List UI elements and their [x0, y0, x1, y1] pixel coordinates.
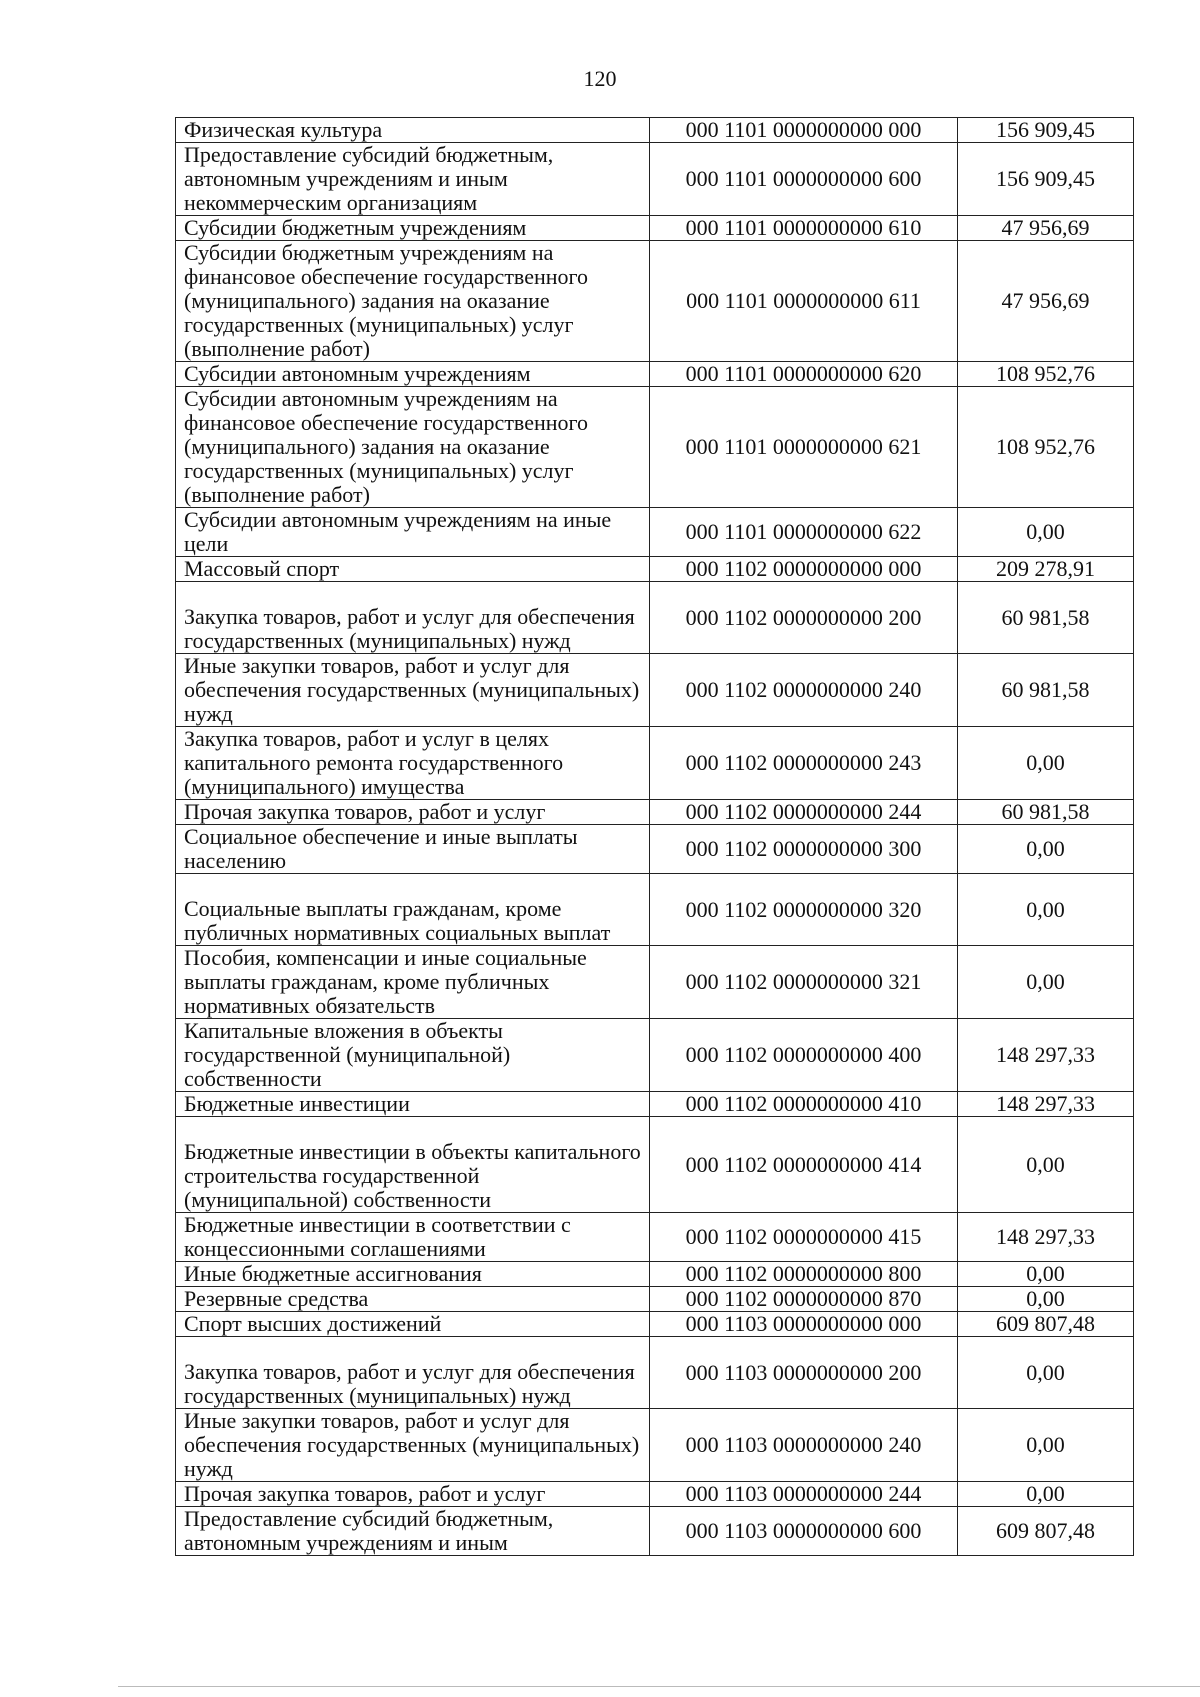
row-code-cell: 000 1101 0000000000 621: [650, 387, 958, 508]
scan-edge-line: [118, 1686, 1200, 1687]
row-name-cell: Социальные выплаты гражданам, кроме публичных нормативных социальных выплат: [176, 874, 650, 946]
row-code-cell: 000 1102 0000000000 243: [650, 727, 958, 800]
row-amount-cell: 0,00: [958, 1482, 1134, 1507]
row-amount-cell: 0,00: [958, 825, 1134, 874]
row-name-cell: Бюджетные инвестиции в соответствии с концессионными соглашениями: [176, 1213, 650, 1262]
row-code-cell: 000 1102 0000000000 800: [650, 1262, 958, 1287]
row-amount-cell: 148 297,33: [958, 1092, 1134, 1117]
row-amount-cell: 0,00: [958, 727, 1134, 800]
row-amount-cell: 209 278,91: [958, 557, 1134, 582]
row-code-cell: 000 1102 0000000000 000: [650, 557, 958, 582]
row-name-cell: Закупка товаров, работ и услуг в целях капитального ремонта государственного (муниципального) имущества: [176, 727, 650, 800]
row-name-cell: Спорт высших достижений: [176, 1312, 650, 1337]
row-code-cell: 000 1103 0000000000 244: [650, 1482, 958, 1507]
row-name-cell: Пособия, компенсации и иные социальные выплаты гражданам, кроме публичных нормативных обязательств: [176, 946, 650, 1019]
row-name-cell: Прочая закупка товаров, работ и услуг: [176, 800, 650, 825]
row-amount-cell: 148 297,33: [958, 1213, 1134, 1262]
table-row: [176, 557, 1134, 582]
row-code-cell: 000 1101 0000000000 000: [650, 118, 958, 143]
row-code-cell: 000 1101 0000000000 610: [650, 216, 958, 241]
row-name-cell: Предоставление субсидий бюджетным, автономным учреждениям и иным: [176, 1507, 650, 1556]
row-code-cell: 000 1101 0000000000 600: [650, 143, 958, 216]
row-amount-cell: 60 981,58: [958, 800, 1134, 825]
row-amount-cell: 156 909,45: [958, 143, 1134, 216]
table-row: [176, 387, 1134, 508]
table-row: [176, 946, 1134, 1019]
row-code-cell: 000 1102 0000000000 415: [650, 1213, 958, 1262]
row-amount-cell: 0,00: [958, 508, 1134, 557]
row-amount-cell: 60 981,58: [958, 654, 1134, 727]
row-code-cell: 000 1102 0000000000 244: [650, 800, 958, 825]
table-row: [176, 1482, 1134, 1507]
row-amount-cell: 148 297,33: [958, 1019, 1134, 1092]
budget-table-body: [176, 118, 1134, 1556]
row-name-cell: Закупка товаров, работ и услуг для обеспечения государственных (муниципальных) нужд: [176, 582, 650, 654]
table-row: [176, 118, 1134, 143]
row-code-cell: 000 1101 0000000000 620: [650, 362, 958, 387]
row-code-cell: 000 1101 0000000000 622: [650, 508, 958, 557]
table-row: [176, 1507, 1134, 1556]
row-code-cell: 000 1102 0000000000 870: [650, 1287, 958, 1312]
table-row: [176, 1337, 1134, 1409]
row-name-cell: Прочая закупка товаров, работ и услуг: [176, 1482, 650, 1507]
table-row: [176, 1409, 1134, 1482]
row-amount-cell: 60 981,58: [958, 582, 1134, 654]
table-row: [176, 800, 1134, 825]
row-code-cell: 000 1102 0000000000 321: [650, 946, 958, 1019]
row-amount-cell: 609 807,48: [958, 1507, 1134, 1556]
row-amount-cell: 0,00: [958, 1287, 1134, 1312]
row-name-cell: Субсидии автономным учреждениям: [176, 362, 650, 387]
row-amount-cell: 108 952,76: [958, 387, 1134, 508]
row-name-cell: Субсидии автономным учреждениям на иные цели: [176, 508, 650, 557]
page-number: 120: [583, 66, 617, 91]
table-row: [176, 727, 1134, 800]
row-amount-cell: 47 956,69: [958, 241, 1134, 362]
row-name-cell: Иные закупки товаров, работ и услуг для обеспечения государственных (муниципальных) нужд: [176, 1409, 650, 1482]
table-row: [176, 216, 1134, 241]
row-name-cell: Иные закупки товаров, работ и услуг для обеспечения государственных (муниципальных) нужд: [176, 654, 650, 727]
row-name-cell: Закупка товаров, работ и услуг для обеспечения государственных (муниципальных) нужд: [176, 1337, 650, 1409]
row-amount-cell: 108 952,76: [958, 362, 1134, 387]
row-amount-cell: 47 956,69: [958, 216, 1134, 241]
row-amount-cell: 0,00: [958, 1409, 1134, 1482]
row-name-cell: Массовый спорт: [176, 557, 650, 582]
table-row: [176, 1262, 1134, 1287]
row-name-cell: Социальное обеспечение и иные выплаты населению: [176, 825, 650, 874]
row-amount-cell: 0,00: [958, 1337, 1134, 1409]
row-code-cell: 000 1102 0000000000 400: [650, 1019, 958, 1092]
row-name-cell: Субсидии автономным учреждениям на финансовое обеспечение государственного (муниципального) задания на оказание государственных (муниципальных) услуг (выполнение работ): [176, 387, 650, 508]
row-name-cell: Субсидии бюджетным учреждениям: [176, 216, 650, 241]
row-name-cell: Субсидии бюджетным учреждениям на финансовое обеспечение государственного (муниципального) задания на оказание государственных (муниципальных) услуг (выполнение работ): [176, 241, 650, 362]
table-row: [176, 874, 1134, 946]
table-row: [176, 1287, 1134, 1312]
row-name-cell: Иные бюджетные ассигнования: [176, 1262, 650, 1287]
row-name-cell: Капитальные вложения в объекты государственной (муниципальной) собственности: [176, 1019, 650, 1092]
row-name-cell: Резервные средства: [176, 1287, 650, 1312]
table-row: [176, 654, 1134, 727]
budget-table: [175, 117, 1134, 1556]
table-row: [176, 508, 1134, 557]
row-name-cell: Предоставление субсидий бюджетным, автономным учреждениям и иным некоммерческим организациям: [176, 143, 650, 216]
row-code-cell: 000 1102 0000000000 200: [650, 582, 958, 654]
table-row: [176, 1312, 1134, 1337]
table-row: [176, 1117, 1134, 1213]
row-amount-cell: 0,00: [958, 874, 1134, 946]
row-code-cell: 000 1102 0000000000 240: [650, 654, 958, 727]
row-code-cell: 000 1103 0000000000 240: [650, 1409, 958, 1482]
table-row: [176, 241, 1134, 362]
row-code-cell: 000 1102 0000000000 320: [650, 874, 958, 946]
table-row: [176, 1092, 1134, 1117]
table-row: [176, 143, 1134, 216]
row-code-cell: 000 1102 0000000000 300: [650, 825, 958, 874]
row-code-cell: 000 1103 0000000000 200: [650, 1337, 958, 1409]
table-row: [176, 582, 1134, 654]
table-row: [176, 1213, 1134, 1262]
row-name-cell: Физическая культура: [176, 118, 650, 143]
row-code-cell: 000 1102 0000000000 414: [650, 1117, 958, 1213]
row-amount-cell: 156 909,45: [958, 118, 1134, 143]
table-row: [176, 825, 1134, 874]
row-code-cell: 000 1103 0000000000 000: [650, 1312, 958, 1337]
row-code-cell: 000 1101 0000000000 611: [650, 241, 958, 362]
row-name-cell: Бюджетные инвестиции: [176, 1092, 650, 1117]
row-amount-cell: 0,00: [958, 1262, 1134, 1287]
row-amount-cell: 0,00: [958, 1117, 1134, 1213]
row-amount-cell: 0,00: [958, 946, 1134, 1019]
row-code-cell: 000 1103 0000000000 600: [650, 1507, 958, 1556]
table-row: [176, 362, 1134, 387]
row-code-cell: 000 1102 0000000000 410: [650, 1092, 958, 1117]
table-row: [176, 1019, 1134, 1092]
row-name-cell: Бюджетные инвестиции в объекты капитального строительства государственной (муниципальной) собственности: [176, 1117, 650, 1213]
row-amount-cell: 609 807,48: [958, 1312, 1134, 1337]
